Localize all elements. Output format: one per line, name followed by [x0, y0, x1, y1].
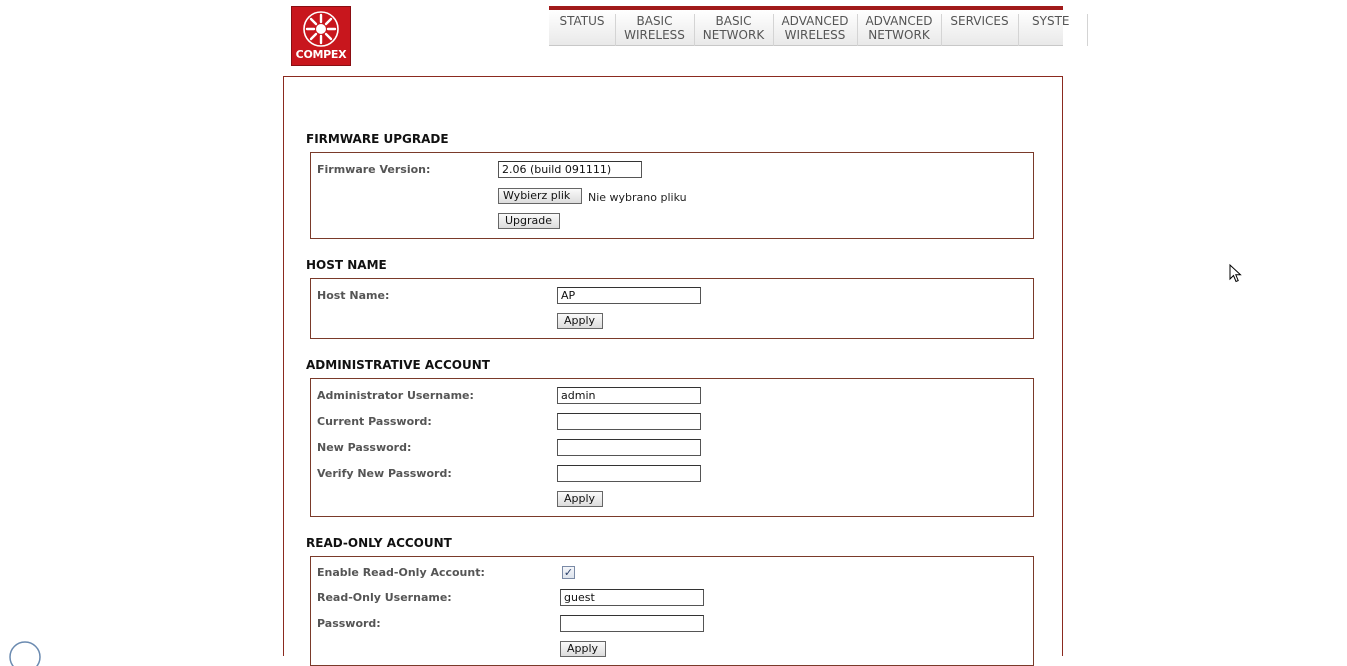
admin-apply-button[interactable]: Apply	[557, 491, 603, 507]
new-password-label: New Password:	[317, 441, 412, 454]
nav-tab-advanced-network[interactable]	[857, 14, 942, 46]
nav-tab-label: STATUS	[559, 14, 605, 28]
firmware-section-title: FIRMWARE UPGRADE	[306, 132, 449, 146]
firmware-version-field[interactable]: 2.06 (build 091111)	[498, 161, 642, 178]
admin-section-title: ADMINISTRATIVE ACCOUNT	[306, 358, 490, 372]
hostname-section-title: HOST NAME	[306, 258, 387, 272]
new-password-input[interactable]	[557, 439, 701, 456]
verify-password-label: Verify New Password:	[317, 467, 452, 480]
enable-readonly-label: Enable Read-Only Account:	[317, 566, 485, 579]
nav-tab-label: ADVANCED	[865, 14, 933, 28]
nav-tab-label: BASIC	[636, 14, 673, 28]
sunburst-icon	[303, 11, 339, 47]
readonly-apply-button[interactable]: Apply	[560, 641, 606, 657]
choose-file-button[interactable]: Wybierz plik	[498, 188, 582, 204]
readonly-password-label: Password:	[317, 617, 381, 630]
enable-readonly-checkbox[interactable]: ✓	[563, 566, 574, 579]
nav-tab-advanced-wireless[interactable]	[773, 14, 858, 46]
hostname-input[interactable]: AP	[557, 287, 701, 304]
nav-tab-label-line2: NETWORK	[702, 28, 765, 42]
admin-username-input[interactable]: admin	[557, 387, 701, 404]
nav-tab-label-line2: WIRELESS	[624, 28, 685, 42]
upgrade-button[interactable]: Upgrade	[498, 213, 560, 229]
compex-logo[interactable]	[291, 6, 351, 66]
nav-tab-label: SYSTE	[1032, 14, 1070, 28]
readonly-username-label: Read-Only Username:	[317, 591, 452, 604]
current-password-label: Current Password:	[317, 415, 432, 428]
no-file-chosen-text: Nie wybrano pliku	[588, 191, 687, 204]
current-password-input[interactable]	[557, 413, 701, 430]
nav-tab-basic-network[interactable]	[694, 14, 774, 46]
firmware-version-label: Firmware Version:	[317, 163, 431, 176]
readonly-section-title: READ-ONLY ACCOUNT	[306, 536, 452, 550]
nav-tab-label: BASIC	[715, 14, 752, 28]
admin-username-label: Administrator Username:	[317, 389, 474, 402]
mouse-cursor-icon	[1229, 264, 1243, 284]
nav-tab-label: ADVANCED	[781, 14, 849, 28]
top-nav	[549, 6, 1070, 46]
nav-tab-label-line2: NETWORK	[868, 28, 930, 42]
nav-tab-label-line2: WIRELESS	[784, 28, 846, 42]
readonly-username-input[interactable]: guest	[560, 589, 704, 606]
nav-tab-status[interactable]	[549, 14, 616, 46]
hostname-label: Host Name:	[317, 289, 390, 302]
nav-tab-basic-wireless[interactable]	[615, 14, 695, 46]
readonly-password-input[interactable]	[560, 615, 704, 632]
hostname-apply-button[interactable]: Apply	[557, 313, 603, 329]
nav-tab-label: SERVICES	[950, 14, 1009, 28]
verify-password-input[interactable]	[557, 465, 701, 482]
nav-tab-system[interactable]	[1018, 14, 1088, 46]
help-circle-icon[interactable]	[8, 640, 42, 650]
logo-text: COMPEX	[295, 48, 347, 61]
nav-tab-services[interactable]	[941, 14, 1019, 46]
